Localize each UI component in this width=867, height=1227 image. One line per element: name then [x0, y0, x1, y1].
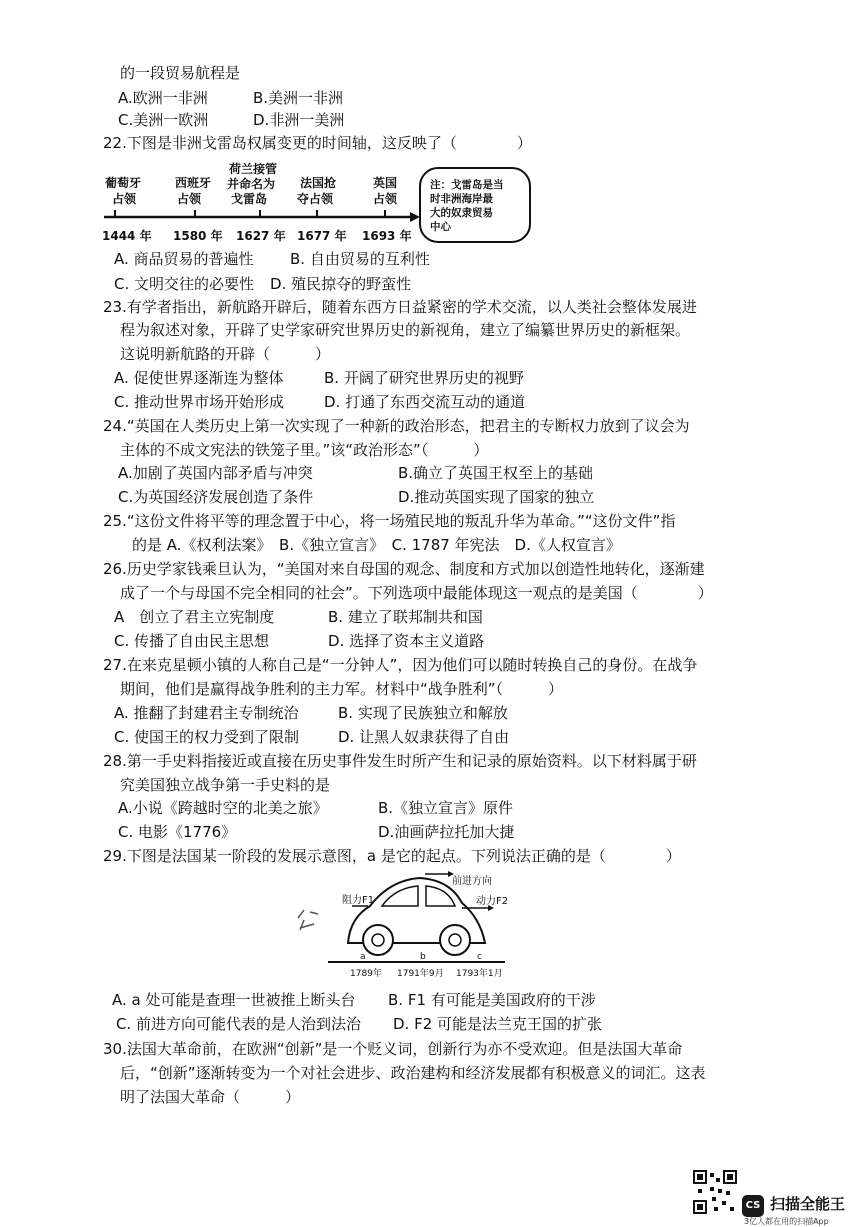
timeline-event-2-label2: 占领	[177, 192, 202, 206]
qr-code-icon	[693, 1170, 737, 1214]
timeline-event-1-label1: 葡萄牙	[105, 176, 142, 190]
q28-option-c: C. 电影《1776》	[118, 823, 237, 841]
q22-option-c: C. 文明交往的必要性	[114, 275, 255, 293]
q26-stem-line1: 26.历史学家钱乘旦认为，“美国对来自母国的观念、制度和方式加以创造性地转化，逐渐建	[103, 560, 705, 578]
timeline-event-4-label1: 法国抢	[300, 176, 337, 190]
q23-option-c: C. 推动世界市场开始形成	[114, 393, 285, 411]
q30-stem-line1: 30.法国大革命前，在欧洲“创新”是一个贬义词，创新行为亦不受欢迎。但是法国大革命	[103, 1040, 683, 1058]
timeline-event-5-label2: 占领	[373, 192, 398, 206]
timeline-note-line4: 中心	[430, 221, 451, 233]
timeline-year-2: 1580 年	[173, 229, 223, 243]
car-date-1: 1789年	[350, 969, 382, 979]
q23-stem-line1: 23.有学者指出，新航路开辟后，随着东西方日益紧密的学术交流，以人类社会整体发展进	[103, 298, 697, 316]
q27-option-d: D. 让黑人奴隶获得了自由	[338, 728, 510, 746]
q21-stem-tail: 的一段贸易航程是	[120, 64, 241, 82]
q23-option-d: D. 打通了东西交流互动的通道	[324, 393, 526, 411]
car-point-a: a	[360, 952, 366, 962]
timeline-event-1-label2: 占领	[112, 192, 137, 206]
timeline-note-line3: 大的奴隶贸易	[430, 207, 493, 219]
timeline-note-line1: 注：戈雷岛是当	[430, 179, 504, 191]
q25-stem-line1: 25.“这份文件将平等的理念置于中心，将一场殖民地的叛乱升华为革命。”“这份文件”指	[103, 512, 676, 530]
q23-option-a: A. 促使世界逐渐连为整体	[114, 369, 284, 387]
timeline-year-5: 1693 年	[362, 229, 412, 243]
q28-option-b: B.《独立宣言》原件	[378, 799, 514, 817]
timeline-year-3: 1627 年	[236, 229, 286, 243]
q29-option-b: B. F1 有可能是美国政府的干涉	[388, 991, 596, 1009]
q23-stem-line2: 程为叙述对象，开辟了史学家研究世界历史的新视角，建立了编纂世界历史的新框架。	[120, 321, 691, 339]
q29-option-c: C. 前进方向可能代表的是人治到法治	[116, 1015, 362, 1033]
timeline-event-3-label3: 戈雷岛	[231, 192, 268, 206]
q21-option-b: B.美洲一非洲	[253, 89, 344, 107]
q29-stem: 29.下图是法国某一阶段的发展示意图，a 是它的起点。下列说法正确的是（ ）	[103, 847, 681, 865]
car-date-2: 1791年9月	[397, 969, 444, 979]
scanner-app-brand: 扫描全能王	[770, 1195, 846, 1213]
q21-option-c: C.美洲一欧洲	[118, 111, 209, 129]
q24-option-d: D.推动英国实现了国家的独立	[398, 488, 595, 506]
q27-option-c: C. 使国王的权力受到了限制	[114, 728, 300, 746]
timeline-event-5-label1: 英国	[373, 176, 398, 190]
q22-option-a: A. 商品贸易的普遍性	[114, 250, 254, 268]
q27-stem-line1: 27.在来克星顿小镇的人称自己是“一分钟人”，因为他们可以随时转换自己的身份。在战争	[103, 656, 698, 674]
car-point-c: c	[477, 952, 482, 962]
timeline-event-4-label2: 夺占领	[297, 192, 334, 206]
q24-stem-line2: 主体的不成文宪法的铁笼子里。”该“政治形态”（ ）	[120, 441, 489, 459]
q24-option-b: B.确立了英国王权至上的基础	[398, 464, 594, 482]
q24-option-a: A.加剧了英国内部矛盾与冲突	[118, 464, 313, 482]
q23-stem-line3: 这说明新航路的开辟（ ）	[120, 345, 331, 363]
q27-option-a: A. 推翻了封建君主专制统治	[114, 704, 299, 722]
car-date-3: 1793年1月	[456, 969, 503, 979]
q30-stem-line2: 后，“创新”逐渐转变为一个对社会进步、政治建构和经济发展都有积极意义的词汇。这表	[120, 1064, 706, 1082]
q29-option-d: D. F2 可能是法兰克王国的扩张	[393, 1015, 603, 1033]
q27-stem-line2: 期间，他们是赢得战争胜利的主力军。材料中“战争胜利”（ ）	[120, 680, 564, 698]
timeline-event-3-label1: 荷兰接管	[229, 162, 278, 176]
q26-option-b: B. 建立了联邦制共和国	[328, 608, 483, 626]
q26-option-d: D. 选择了资本主义道路	[328, 632, 485, 650]
scanner-app-tagline: 3亿人都在用的扫描App	[744, 1217, 829, 1226]
scanner-app-logo: CS	[742, 1195, 764, 1217]
q21-option-a: A.欧洲一非洲	[118, 89, 208, 107]
timeline-year-4: 1677 年	[297, 229, 347, 243]
q26-option-c: C. 传播了自由民主思想	[114, 632, 270, 650]
car-f2-label: 动力F2	[476, 896, 509, 907]
q28-stem-line1: 28.第一手史料指接近或直接在历史事件发生时所产生和记录的原始资料。以下材料属于研	[103, 752, 697, 770]
q24-stem-line1: 24.“英国在人类历史上第一次实现了一种新的政治形态，把君主的专断权力放到了议会为	[103, 417, 690, 435]
timeline-event-2-label1: 西班牙	[175, 176, 212, 190]
q22-stem: 22.下图是非洲戈雷岛权属变更的时间轴，这反映了（ ）	[103, 134, 532, 152]
car-f1-label: 阻力F1	[342, 895, 375, 906]
car-forward-label: 前进方向	[452, 876, 492, 887]
q28-option-d: D.油画萨拉托加大捷	[378, 823, 515, 841]
timeline-event-3-label2: 并命名为	[227, 177, 276, 191]
q26-stem-line2: 成了一个与母国不完全相同的社会”。下列选项中最能体现这一观点的是美国（ ）	[120, 584, 713, 602]
q22-timeline-diagram	[100, 160, 535, 245]
q29-car-diagram	[290, 868, 520, 983]
q22-option-b: B. 自由贸易的互利性	[290, 250, 430, 268]
q24-option-c: C.为英国经济发展创造了条件	[118, 488, 314, 506]
timeline-year-1: 1444 年	[102, 229, 152, 243]
car-point-b: b	[420, 952, 426, 962]
q22-option-d: D. 殖民掠夺的野蛮性	[270, 275, 412, 293]
q25-stem-line2: 的是 A.《权利法案》 B.《独立宣言》 C. 1787 年宪法 D.《人权宣言》	[132, 536, 621, 554]
q23-option-b: B. 开阔了研究世界历史的视野	[324, 369, 524, 387]
q21-option-d: D.非洲一美洲	[253, 111, 345, 129]
timeline-note-line2: 时非洲海岸最	[430, 193, 493, 205]
q27-option-b: B. 实现了民族独立和解放	[338, 704, 508, 722]
q26-option-a: A 创立了君主立宪制度	[114, 608, 275, 626]
q28-stem-line2: 究美国独立战争第一手史料的是	[120, 776, 331, 794]
q28-option-a: A.小说《跨越时空的北美之旅》	[118, 799, 328, 817]
q29-option-a: A. a 处可能是查理一世被推上断头台	[112, 991, 356, 1009]
q30-stem-line3: 明了法国大革命（ ）	[120, 1088, 301, 1106]
